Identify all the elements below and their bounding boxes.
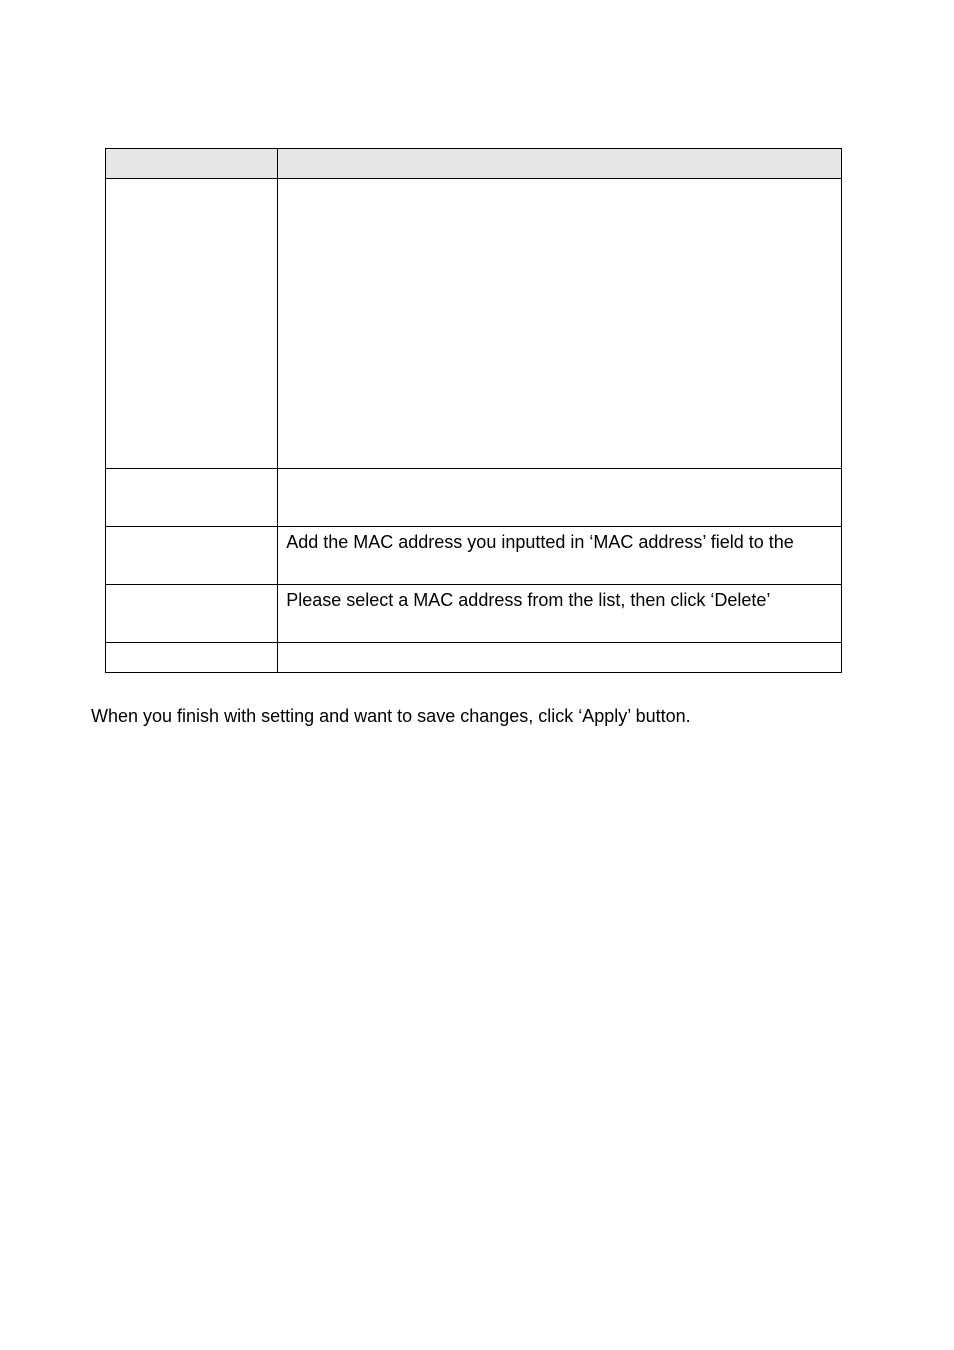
- table-cell-description: [278, 527, 842, 585]
- table-row: [106, 469, 842, 527]
- item-label: [106, 179, 277, 183]
- apply-instruction-text: When you finish with setting and want to save changes, click ‘Apply’ button.: [91, 706, 691, 726]
- table-cell-item: [106, 179, 278, 469]
- table-cell-description: [278, 469, 842, 527]
- table-row: [106, 179, 842, 469]
- table-cell-item: [106, 469, 278, 527]
- table-cell-description: [278, 149, 842, 179]
- table-cell-description: [278, 643, 842, 673]
- description-text: [278, 179, 841, 183]
- item-label: [106, 527, 277, 531]
- item-label: [106, 469, 277, 473]
- item-label: [106, 149, 277, 153]
- description-text: [278, 469, 841, 473]
- description-text: [278, 643, 841, 647]
- table-cell-item: [106, 149, 278, 179]
- table-header-row: [106, 149, 842, 179]
- description-text: Please select a MAC address from the list, then click ‘Delete’: [286, 590, 771, 610]
- table-cell-description: [278, 179, 842, 469]
- table-cell-item: [106, 643, 278, 673]
- item-label: [106, 585, 277, 589]
- table-cell-description: [278, 585, 842, 643]
- table-cell-item: [106, 585, 278, 643]
- table-row: [106, 585, 842, 643]
- settings-description-table: [105, 148, 842, 673]
- description-text: [278, 149, 841, 153]
- table-cell-item: [106, 527, 278, 585]
- description-text: Add the MAC address you inputted in ‘MAC address’ field to the: [286, 532, 794, 552]
- table-row: [106, 643, 842, 673]
- item-label: [106, 643, 277, 647]
- table-row: [106, 527, 842, 585]
